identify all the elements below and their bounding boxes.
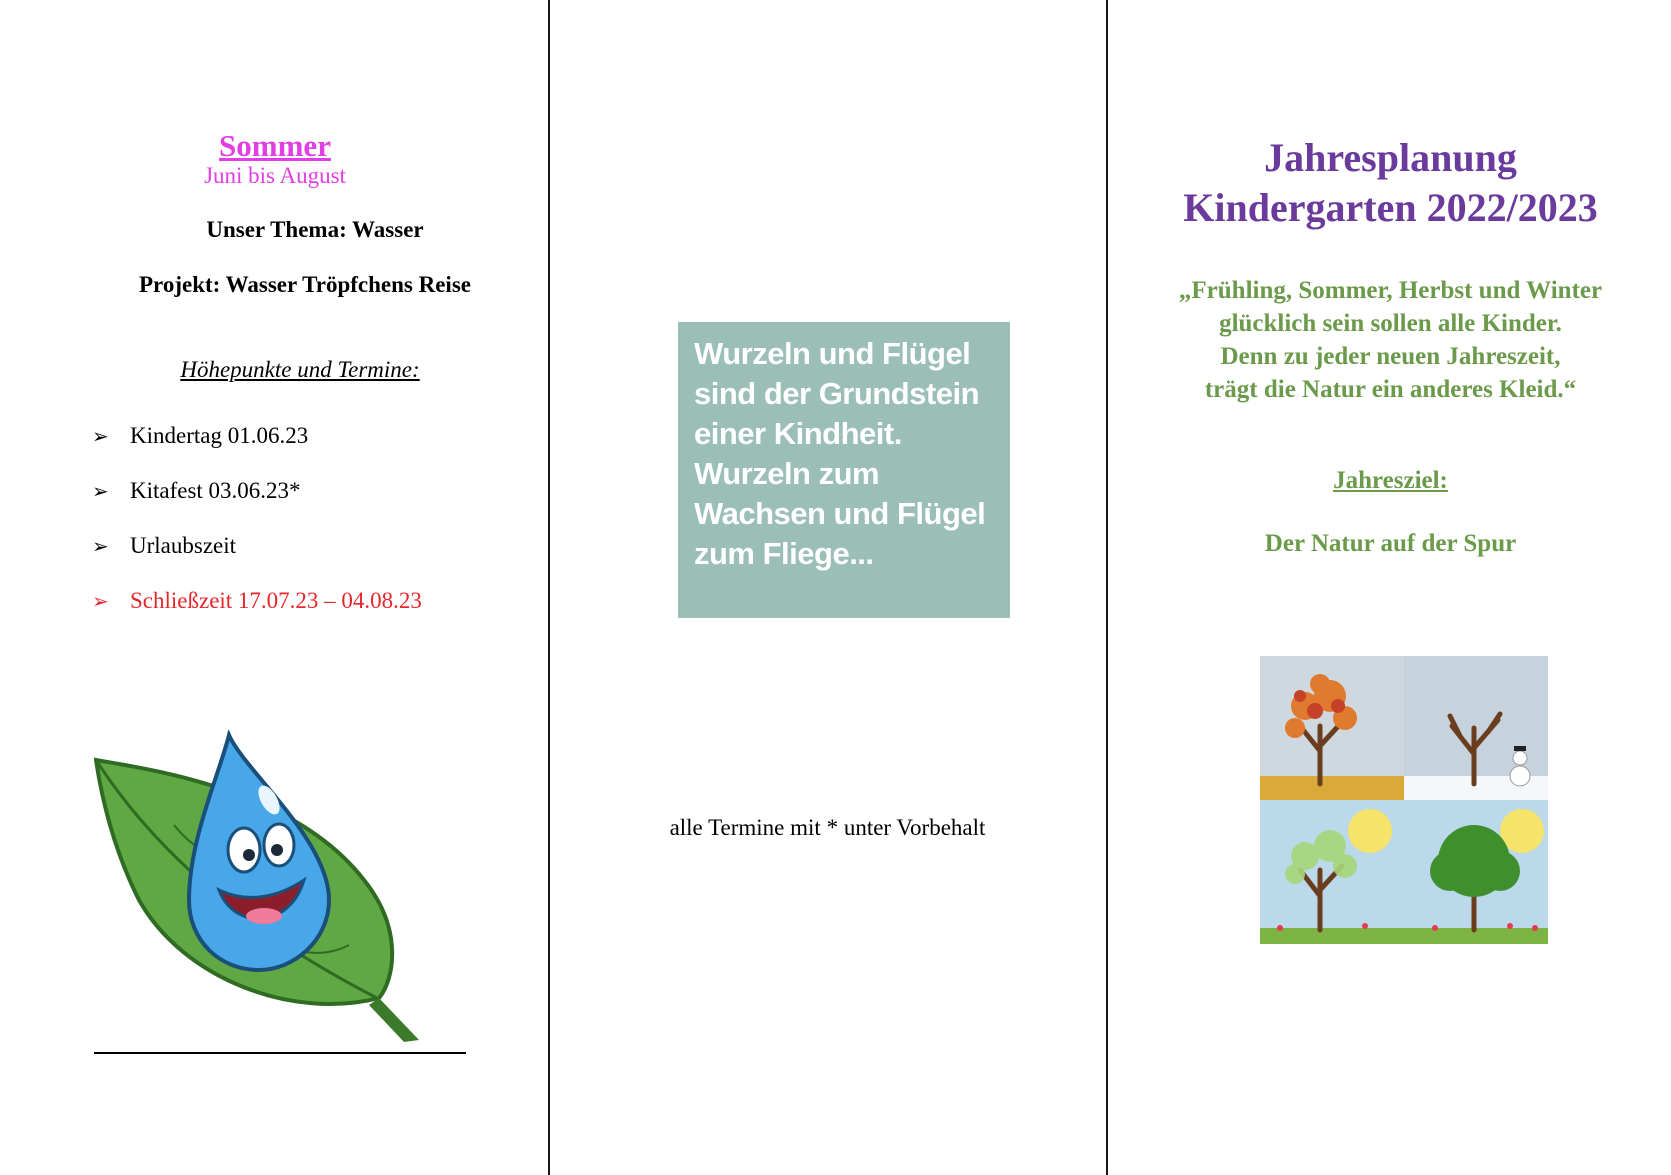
event-list bbox=[92, 408, 512, 628]
event-label: Schließzeit 17.07.23 – 04.08.23 bbox=[130, 587, 422, 613]
goal-text: Der Natur auf der Spur bbox=[1264, 530, 1517, 557]
goal-label: Jahresziel: bbox=[1333, 467, 1448, 494]
poem bbox=[1110, 274, 1671, 406]
arrow-bullet-icon: ➢ bbox=[92, 478, 109, 503]
event-item-closure bbox=[92, 573, 512, 628]
poem-line: trägt die Natur ein anderes Kleid.“ bbox=[1204, 376, 1577, 403]
arrow-bullet-icon: ➢ bbox=[92, 423, 109, 448]
event-label: Kitafest 03.06.23* bbox=[130, 477, 301, 503]
poem-line: „Frühling, Sommer, Herbst und Winter bbox=[1178, 277, 1603, 304]
event-item bbox=[92, 518, 512, 573]
column-divider-right bbox=[1106, 0, 1108, 1175]
poem-line: Denn zu jeder neuen Jahreszeit, bbox=[1220, 343, 1561, 370]
title-line-1: Jahresplanung bbox=[1264, 135, 1517, 180]
event-item bbox=[92, 408, 512, 463]
quote-box: Wurzeln und Flügel sind der Grundstein einer Kindheit. Wurzeln zum Wachsen und Flügel zum Fliege... bbox=[678, 322, 1010, 618]
season-title: Sommer bbox=[219, 128, 331, 163]
four-seasons-trees-icon bbox=[1260, 656, 1548, 944]
season-range: Juni bis August bbox=[204, 163, 346, 188]
arrow-bullet-icon: ➢ bbox=[92, 533, 109, 558]
arrow-bullet-icon: ➢ bbox=[92, 588, 109, 613]
event-label: Urlaubszeit bbox=[130, 532, 237, 558]
poem-line: glücklich sein sollen alle Kinder. bbox=[1219, 310, 1562, 337]
title-line-2: Kindergarten 2022/2023 bbox=[1183, 185, 1598, 230]
reservation-note: alle Termine mit * unter Vorbehalt bbox=[669, 815, 986, 840]
theme-heading: Unser Thema: Wasser bbox=[206, 217, 424, 242]
page-title bbox=[1110, 133, 1671, 233]
highlights-heading: Höhepunkte und Termine: bbox=[180, 357, 420, 382]
event-label: Kindertag 01.06.23 bbox=[130, 422, 309, 448]
water-drop-on-leaf-icon bbox=[94, 730, 439, 1050]
horizontal-rule bbox=[94, 1052, 466, 1054]
event-item bbox=[92, 463, 512, 518]
project-heading: Projekt: Wasser Tröpfchens Reise bbox=[139, 272, 471, 297]
